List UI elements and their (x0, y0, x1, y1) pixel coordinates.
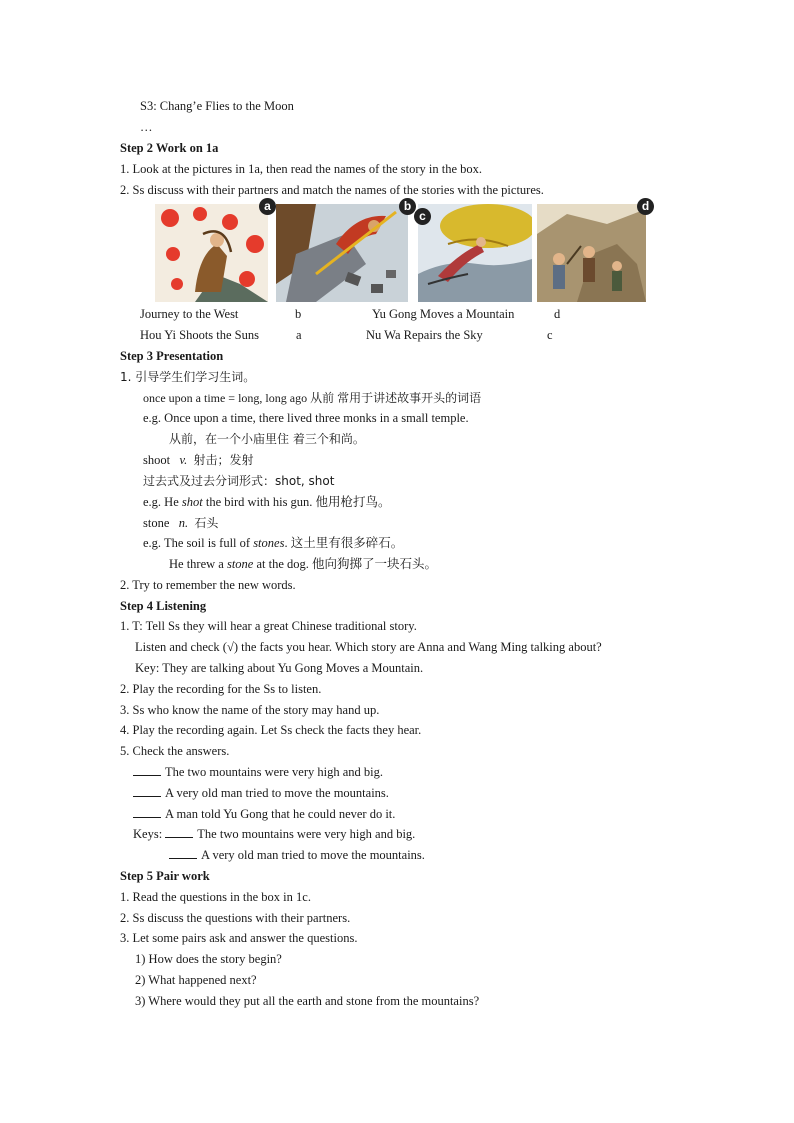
match-right-2-answer: c (547, 328, 553, 342)
stone-eg1-pre: e.g. The soil is full of (143, 536, 254, 550)
keys-1-blank[interactable] (165, 826, 193, 838)
stone-eg1-post: . 这土里有很多碎石。 (284, 536, 404, 550)
vocab-shoot-meaning: 射击；发射 (193, 453, 254, 467)
keys-label: Keys: (133, 827, 163, 841)
step2-item-2: 2. Ss discuss with their partners and match the names of the stories with the pictures. (120, 183, 544, 197)
vocab-once-example: e.g. Once upon a time, there lived three monks in a small temple. (143, 411, 469, 425)
vocab-shoot (143, 452, 253, 468)
fact-2-text: A very old man tried to move the mountains. (165, 786, 389, 800)
shoot-eg-word: shot (181, 495, 203, 509)
keys-1-text: The two mountains were very high and big. (197, 827, 416, 841)
picture-a (155, 199, 271, 302)
question-3: 3) Where would they put all the earth and stone from the mountains? (135, 994, 480, 1008)
vocab-shoot-pos: v. (179, 453, 188, 467)
fact-3 (133, 806, 395, 822)
monkey-king-illustration (276, 204, 408, 302)
fact-1-text: The two mountains were very high and big. (165, 765, 384, 779)
step5-item-1: 1. Read the questions in the box in 1c. (120, 890, 311, 904)
question-1: 1) How does the story begin? (135, 952, 282, 966)
shoot-eg-pre: e.g. He (143, 495, 182, 509)
fact-1 (133, 764, 383, 780)
shoot-eg-post: the bird with his gun. 他用枪打鸟。 (202, 495, 391, 509)
vocab-stone-example-1 (143, 535, 403, 551)
picture-b (276, 199, 412, 302)
vocab-shoot-word: shoot (143, 453, 171, 467)
match-right-1-answer: d (554, 307, 561, 321)
match-left-1: Journey to the West (140, 307, 239, 321)
vocab-stone-example-2 (169, 556, 437, 572)
picture-d (537, 199, 650, 302)
step2-heading: Step 2 Work on 1a (120, 141, 219, 155)
keys-1 (133, 826, 415, 842)
picture-a-label: a (259, 198, 276, 215)
step4-item-1-instruction: Listen and check (√) the facts you hear. Which story are Anna and Wang Ming talking about? (135, 640, 602, 654)
fact-2 (133, 785, 389, 801)
step4-key: Key: They are talking about Yu Gong Moves a Mountain. (135, 661, 424, 675)
vocab-once-translation: 从前，在一个小庙里住 着三个和尚。 (169, 432, 365, 446)
match-left-1-answer: b (295, 307, 302, 321)
match-left-2-answer: a (296, 328, 302, 342)
fact-1-blank[interactable] (133, 764, 161, 776)
step4-item-5: 5. Check the answers. (120, 744, 230, 758)
keys-2-blank[interactable] (169, 847, 197, 859)
step4-item-2: 2. Play the recording for the Ss to listen. (120, 682, 322, 696)
step5-item-3: 3. Let some pairs ask and answer the questions. (120, 931, 358, 945)
step5-heading: Step 5 Pair work (120, 869, 210, 883)
picture-d-label: d (637, 198, 654, 215)
vocab-stone-meaning: 石头 (194, 516, 219, 530)
picture-c (418, 204, 532, 302)
question-2: 2) What happened next? (135, 973, 257, 987)
vocab-once-definition: once upon a time = long, long ago 从前 常用于讲述故事开头的词语 (143, 391, 482, 405)
vocab-stone-pos: n. (178, 516, 189, 530)
story-line-s3: S3: Chang’e Flies to the Moon (140, 99, 294, 113)
fact-3-text: A man told Yu Gong that he could never do it. (165, 807, 396, 821)
step5-item-2: 2. Ss discuss the questions with their partners. (120, 911, 351, 925)
vocab-shoot-example (143, 494, 391, 510)
vocab-stone-word: stone (143, 516, 170, 530)
step3-heading: Step 3 Presentation (120, 349, 224, 363)
keys-2 (169, 847, 425, 863)
picture-b-label: b (399, 198, 416, 215)
fact-2-blank[interactable] (133, 785, 161, 797)
vocab-once-upon-a-time (143, 390, 481, 406)
step4-heading: Step 4 Listening (120, 599, 207, 613)
ellipsis: … (140, 120, 153, 134)
picture-c-label: c (414, 208, 431, 225)
match-right-2: Nu Wa Repairs the Sky (366, 328, 483, 342)
step2-item-1: 1. Look at the pictures in 1a, then read the names of the story in the box. (120, 162, 483, 176)
keys-2-text: A very old man tried to move the mountains. (201, 848, 425, 862)
match-right-1: Yu Gong Moves a Mountain (372, 307, 515, 321)
fact-3-blank[interactable] (133, 806, 161, 818)
nu-wa-illustration (418, 204, 532, 302)
match-left-2: Hou Yi Shoots the Suns (140, 328, 260, 342)
stone-eg2-post: at the dog. 他向狗掷了一块石头。 (253, 557, 438, 571)
step4-item-1: 1. T: Tell Ss they will hear a great Chinese traditional story. (120, 619, 417, 633)
vocab-shoot-forms: 过去式及过去分词形式：shot, shot (143, 474, 335, 488)
stone-eg2-word: stone (226, 557, 254, 571)
step3-item-2: 2. Try to remember the new words. (120, 578, 296, 592)
step4-item-4: 4. Play the recording again. Let Ss check the facts they hear. (120, 723, 422, 737)
stone-eg2-pre: He threw a (169, 557, 227, 571)
yu-gong-illustration (537, 204, 646, 302)
vocab-stone (143, 515, 218, 531)
stone-eg1-word: stones (253, 536, 285, 550)
step4-item-3: 3. Ss who know the name of the story may hand up. (120, 703, 380, 717)
step3-item-1: 1. 引导学生们学习生词。 (120, 370, 256, 384)
hou-yi-illustration (155, 204, 268, 302)
